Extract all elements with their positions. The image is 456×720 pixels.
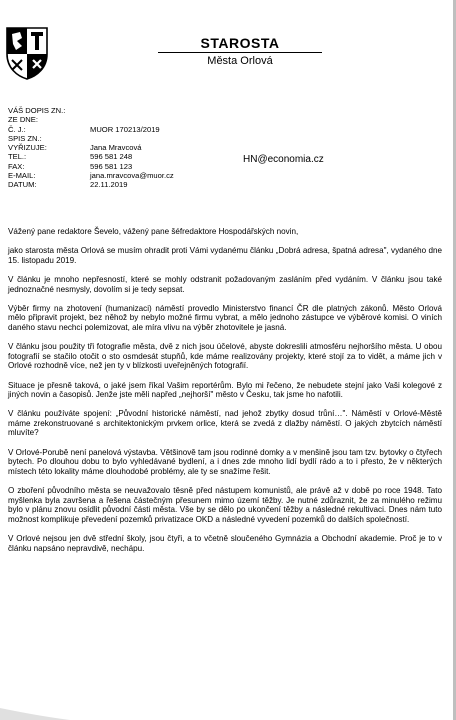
meta-label: E-MAIL: bbox=[8, 171, 36, 181]
salutation: Vážený pane redaktore Ševelo, vážený pane šéfredaktore Hospodářských novin, bbox=[8, 227, 299, 236]
paragraph: V článku jsou použity tři fotografie města, dvě z nich jsou účelové, abyste dokreslili atmosféru nejhoršího města. U obou fotografií se stačilo otočit o sto osmdesát stupňů, kde máme realizovány projekty, které stojí za to vidět, a máme jich v Orlové rozhodně více, než jen ty v blízkosti uveřejněných fotografií. bbox=[8, 342, 442, 371]
paragraph: Situace je přesně taková, o jaké jsem říkal Vašim reportérům. Bylo mi řečeno, že nebudete stejní jako Vaši kolegové z jiných novin a časopisů. Jenže jste měli napřed „nejhorší" město v Česku, tak jsme ho nafotili. bbox=[8, 380, 442, 400]
meta-label: FAX: bbox=[8, 161, 25, 171]
meta-label: Č. J.: bbox=[8, 124, 26, 134]
meta-value: MUOR 170213/2019 bbox=[90, 124, 160, 134]
meta-row bbox=[8, 152, 174, 161]
meta-row bbox=[8, 180, 174, 189]
paragraph: jako starosta města Orlová se musím ohradit proti Vámi vydanému článku „Dobrá adresa, špatná adresa", vydaného dne 15. listopadu 2019. bbox=[8, 246, 442, 265]
meta-value: 596 581 248 bbox=[90, 152, 133, 162]
paragraph: V článku používáte spojení: „Původní historické náměstí, nad jehož zbytky dosud trůní…". Náměstí v Orlové-Městě máme zrekonstruované s architektonickým prvkem orlice, která se zvedá z dlažby náměstí. O jakých zbytcích náměstí mluvíte? bbox=[8, 409, 442, 438]
recipient-email: HN@economia.cz bbox=[243, 154, 324, 165]
letterhead-subtitle: Města Orlová bbox=[207, 55, 273, 67]
reference-block bbox=[8, 106, 174, 190]
meta-label: ZE DNE: bbox=[8, 115, 38, 125]
meta-row bbox=[8, 134, 174, 143]
meta-row bbox=[8, 125, 174, 134]
meta-row bbox=[8, 115, 174, 124]
page-fold-shadow bbox=[0, 702, 70, 720]
meta-value: 596 581 123 bbox=[90, 161, 133, 171]
meta-value: Jana Mravcová bbox=[90, 143, 142, 153]
meta-row bbox=[8, 106, 174, 115]
paragraph: O zboření původního města se neuvažovalo těsně před nástupem komunistů, ale právě až v době po roce 1948. Tato myšlenka byla završena a řešena částečným přesunem mimo území těžby. Je nutné zdůraznit, že za minulého režimu bylo v plánu znovu osídlit původní části města. Vše by se dělo po ukončení těžby a následné rekultivaci. Dnes nám tuto možnost komplikuje převedení pozemků privatizace OKD a následné vyvedení pozemků do dalších společností. bbox=[8, 486, 442, 524]
meta-value: jana.mravcova@muor.cz bbox=[90, 171, 174, 181]
meta-value: 22.11.2019 bbox=[90, 180, 128, 190]
meta-label: VYŘIZUJE: bbox=[8, 143, 47, 153]
paragraph: Výběr firmy na zhotovení (humanizaci) náměstí provedlo Ministerstvo financí ČR dle platných zákonů. Město Orlová mělo připravit projekt, bez něhož by nebylo možné firmu vybrat, a mělo jednoho zástupce ve výběrové komisi. O viních daného stavu nechci polemizovat, ale míra vlivu na výběr zhotovitele je jasná. bbox=[8, 303, 442, 332]
meta-label: VÁŠ DOPIS ZN.: bbox=[8, 106, 66, 115]
paragraph: V Orlové-Porubě není panelová výstavba. Většinově tam jsou rodinné domky a v menšině jsou tam tzv. bytovky o čtyřech bytech. Po dlouhou dobu to bylo vyhledávané bydlení, a i dnes zde mnoho lidí bydlí rádo a to i přesto, že v některých místech této lokality máme dlouhodobé problémy, ale ty se snažíme řešit. bbox=[8, 447, 442, 476]
paragraph: V Orlové nejsou jen dvě střední školy, jsou čtyři, a to včetně sloučeného Gymnázia a Obchodní akademie. Proč je to v článku napsáno nepravdivě, nechápu. bbox=[8, 534, 442, 553]
meta-row bbox=[8, 162, 174, 171]
meta-row bbox=[8, 171, 174, 180]
meta-label: SPIS ZN.: bbox=[8, 133, 42, 143]
city-coat-of-arms-icon bbox=[4, 24, 50, 80]
letterhead-rule bbox=[158, 52, 322, 53]
meta-row bbox=[8, 143, 174, 152]
meta-label: TEL.: bbox=[8, 152, 27, 162]
letterhead bbox=[150, 36, 330, 67]
letterhead-title: STAROSTA bbox=[200, 35, 280, 51]
letter-body bbox=[8, 227, 442, 563]
paragraph: V článku je mnoho nepřesností, které se mohly odstranit požadovaným zasláním před vydáním. V článku jsou také jednoznačné nesmysly, dovolím si je tedy sepsat. bbox=[8, 274, 442, 294]
meta-label: DATUM: bbox=[8, 180, 37, 190]
